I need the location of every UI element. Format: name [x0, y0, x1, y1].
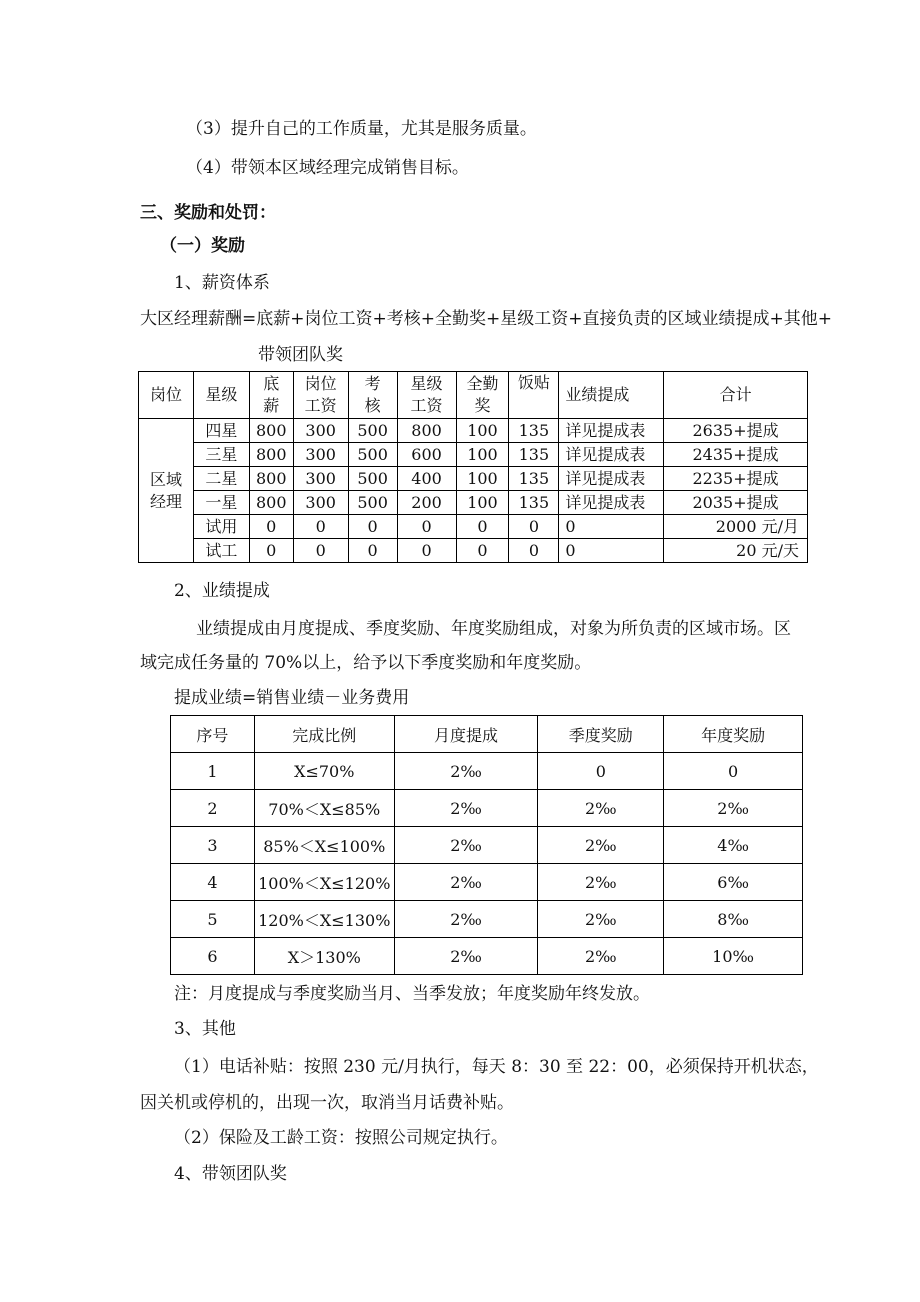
cell-position-pay: 300: [293, 419, 348, 443]
cell-meal: 135: [509, 467, 559, 491]
cell-total: 2000 元/月: [664, 515, 808, 539]
commission-table: [170, 715, 803, 975]
header-position-pay: 岗位 工资: [293, 372, 348, 419]
commission-formula: 提成业绩=销售业绩－业务费用: [174, 688, 410, 708]
cell-no: 5: [171, 901, 255, 938]
cell-commission: 详见提成表: [559, 491, 664, 515]
cell-monthly: 2‰: [394, 827, 538, 864]
header-star-pay: 星级 工资: [397, 372, 456, 419]
cell-star: 三星: [193, 443, 249, 467]
cell-meal: 135: [509, 491, 559, 515]
subsection-heading-rewards: （一）奖励: [160, 236, 245, 256]
header-attendance: 全勤 奖: [456, 372, 509, 419]
cell-star: 四星: [193, 419, 249, 443]
header-post: 岗位: [139, 372, 194, 419]
cell-base: 800: [249, 467, 293, 491]
header-quarterly: 季度奖励: [538, 716, 664, 753]
cell-annual: 2‰: [664, 790, 803, 827]
cell-quarterly: 2‰: [538, 790, 664, 827]
item-heading-salary-system: 1、薪资体系: [174, 273, 270, 293]
table-row: [171, 790, 803, 827]
salary-formula-line2: 带领团队奖: [258, 345, 343, 365]
cell-monthly: 2‰: [394, 753, 538, 790]
cell-exam: 500: [348, 467, 397, 491]
cell-position-pay: 0: [293, 515, 348, 539]
cell-no: 4: [171, 864, 255, 901]
insurance-line: （2）保险及工龄工资：按照公司规定执行。: [174, 1128, 508, 1148]
cell-quarterly: 0: [538, 753, 664, 790]
cell-attendance: 100: [456, 467, 509, 491]
cell-monthly: 2‰: [394, 901, 538, 938]
cell-star-pay: 200: [397, 491, 456, 515]
table-row: [139, 491, 808, 515]
table-row: [139, 467, 808, 491]
table-row: [139, 515, 808, 539]
header-exam: 考 核: [348, 372, 397, 419]
cell-commission: 详见提成表: [559, 467, 664, 491]
cell-annual: 8‰: [664, 901, 803, 938]
cell-star-pay: 800: [397, 419, 456, 443]
cell-base: 800: [249, 491, 293, 515]
cell-total: 20 元/天: [664, 539, 808, 563]
post-cell: 区域 经理: [139, 419, 194, 563]
cell-meal: 135: [509, 419, 559, 443]
cell-star-pay: 0: [397, 539, 456, 563]
cell-exam: 500: [348, 419, 397, 443]
header-annual: 年度奖励: [664, 716, 803, 753]
table-row: [171, 901, 803, 938]
cell-base: 800: [249, 443, 293, 467]
cell-monthly: 2‰: [394, 790, 538, 827]
cell-ratio: X≤70%: [254, 753, 394, 790]
cell-ratio: 70%＜X≤85%: [254, 790, 394, 827]
item-heading-team-bonus: 4、带领团队奖: [174, 1164, 287, 1184]
cell-monthly: 2‰: [394, 864, 538, 901]
cell-total: 2635+提成: [664, 419, 808, 443]
cell-attendance: 0: [456, 515, 509, 539]
header-base: 底 薪: [249, 372, 293, 419]
section-heading-rewards-penalties: 三、奖励和处罚：: [140, 203, 276, 223]
cell-star-pay: 0: [397, 515, 456, 539]
cell-meal: 0: [509, 539, 559, 563]
header-monthly: 月度提成: [394, 716, 538, 753]
cell-quarterly: 2‰: [538, 827, 664, 864]
commission-description-line2: 域完成任务量的 70%以上，给予以下季度奖励和年度奖励。: [140, 653, 592, 673]
cell-ratio: 120%＜X≤130%: [254, 901, 394, 938]
table-row: [139, 539, 808, 563]
cell-meal: 0: [509, 515, 559, 539]
cell-exam: 0: [348, 515, 397, 539]
table-row: [171, 753, 803, 790]
cell-commission: 详见提成表: [559, 443, 664, 467]
cell-total: 2035+提成: [664, 491, 808, 515]
cell-exam: 500: [348, 491, 397, 515]
cell-quarterly: 2‰: [538, 864, 664, 901]
cell-commission: 详见提成表: [559, 419, 664, 443]
salary-table: [138, 371, 808, 563]
cell-ratio: 100%＜X≤120%: [254, 864, 394, 901]
cell-star: 一星: [193, 491, 249, 515]
table-row: [139, 419, 808, 443]
commission-table-header-row: [171, 716, 803, 753]
cell-star: 二星: [193, 467, 249, 491]
cell-attendance: 0: [456, 539, 509, 563]
cell-position-pay: 0: [293, 539, 348, 563]
cell-commission: 0: [559, 515, 664, 539]
cell-position-pay: 300: [293, 491, 348, 515]
table-row: [171, 827, 803, 864]
cell-position-pay: 300: [293, 443, 348, 467]
cell-base: 0: [249, 539, 293, 563]
cell-no: 6: [171, 938, 255, 975]
header-commission: 业绩提成: [559, 372, 664, 419]
phone-subsidy-line2: 因关机或停机的，出现一次，取消当月话费补贴。: [140, 1093, 514, 1113]
cell-monthly: 2‰: [394, 938, 538, 975]
table-row: [171, 938, 803, 975]
cell-attendance: 100: [456, 443, 509, 467]
cell-quarterly: 2‰: [538, 901, 664, 938]
cell-annual: 0: [664, 753, 803, 790]
cell-exam: 0: [348, 539, 397, 563]
cell-meal: 135: [509, 443, 559, 467]
cell-star-pay: 400: [397, 467, 456, 491]
salary-formula-line1: 大区经理薪酬=底薪+岗位工资+考核+全勤奖+星级工资+直接负责的区域业绩提成+其他+: [140, 309, 832, 329]
cell-star: 试用: [193, 515, 249, 539]
cell-attendance: 100: [456, 419, 509, 443]
cell-no: 1: [171, 753, 255, 790]
cell-base: 0: [249, 515, 293, 539]
cell-ratio: 85%＜X≤100%: [254, 827, 394, 864]
cell-quarterly: 2‰: [538, 938, 664, 975]
cell-annual: 6‰: [664, 864, 803, 901]
cell-star: 试工: [193, 539, 249, 563]
paragraph-p4: （4）带领本区域经理完成销售目标。: [186, 158, 469, 178]
cell-base: 800: [249, 419, 293, 443]
cell-no: 3: [171, 827, 255, 864]
cell-ratio: X＞130%: [254, 938, 394, 975]
cell-annual: 10‰: [664, 938, 803, 975]
phone-subsidy-line1: （1）电话补贴：按照 230 元/月执行，每天 8：30 至 22：00，必须保持开机状态，: [174, 1057, 819, 1077]
item-heading-commission: 2、业绩提成: [174, 581, 270, 601]
header-star: 星级: [193, 372, 249, 419]
cell-exam: 500: [348, 443, 397, 467]
item-heading-other: 3、其他: [174, 1019, 236, 1039]
cell-annual: 4‰: [664, 827, 803, 864]
header-meal: 饭贴: [509, 372, 559, 419]
salary-table-header-row: [139, 372, 808, 419]
cell-commission: 0: [559, 539, 664, 563]
paragraph-p3: （3）提升自己的工作质量，尤其是服务质量。: [186, 119, 537, 139]
header-ratio: 完成比例: [254, 716, 394, 753]
cell-position-pay: 300: [293, 467, 348, 491]
cell-star-pay: 600: [397, 443, 456, 467]
header-total: 合计: [664, 372, 808, 419]
cell-no: 2: [171, 790, 255, 827]
cell-attendance: 100: [456, 491, 509, 515]
cell-total: 2235+提成: [664, 467, 808, 491]
payment-note: 注：月度提成与季度奖励当月、当季发放；年度奖励年终发放。: [174, 984, 650, 1004]
header-no: 序号: [171, 716, 255, 753]
table-row: [139, 443, 808, 467]
commission-description-line1: 业绩提成由月度提成、季度奖励、年度奖励组成，对象为所负责的区域市场。区: [196, 619, 791, 639]
cell-total: 2435+提成: [664, 443, 808, 467]
table-row: [171, 864, 803, 901]
